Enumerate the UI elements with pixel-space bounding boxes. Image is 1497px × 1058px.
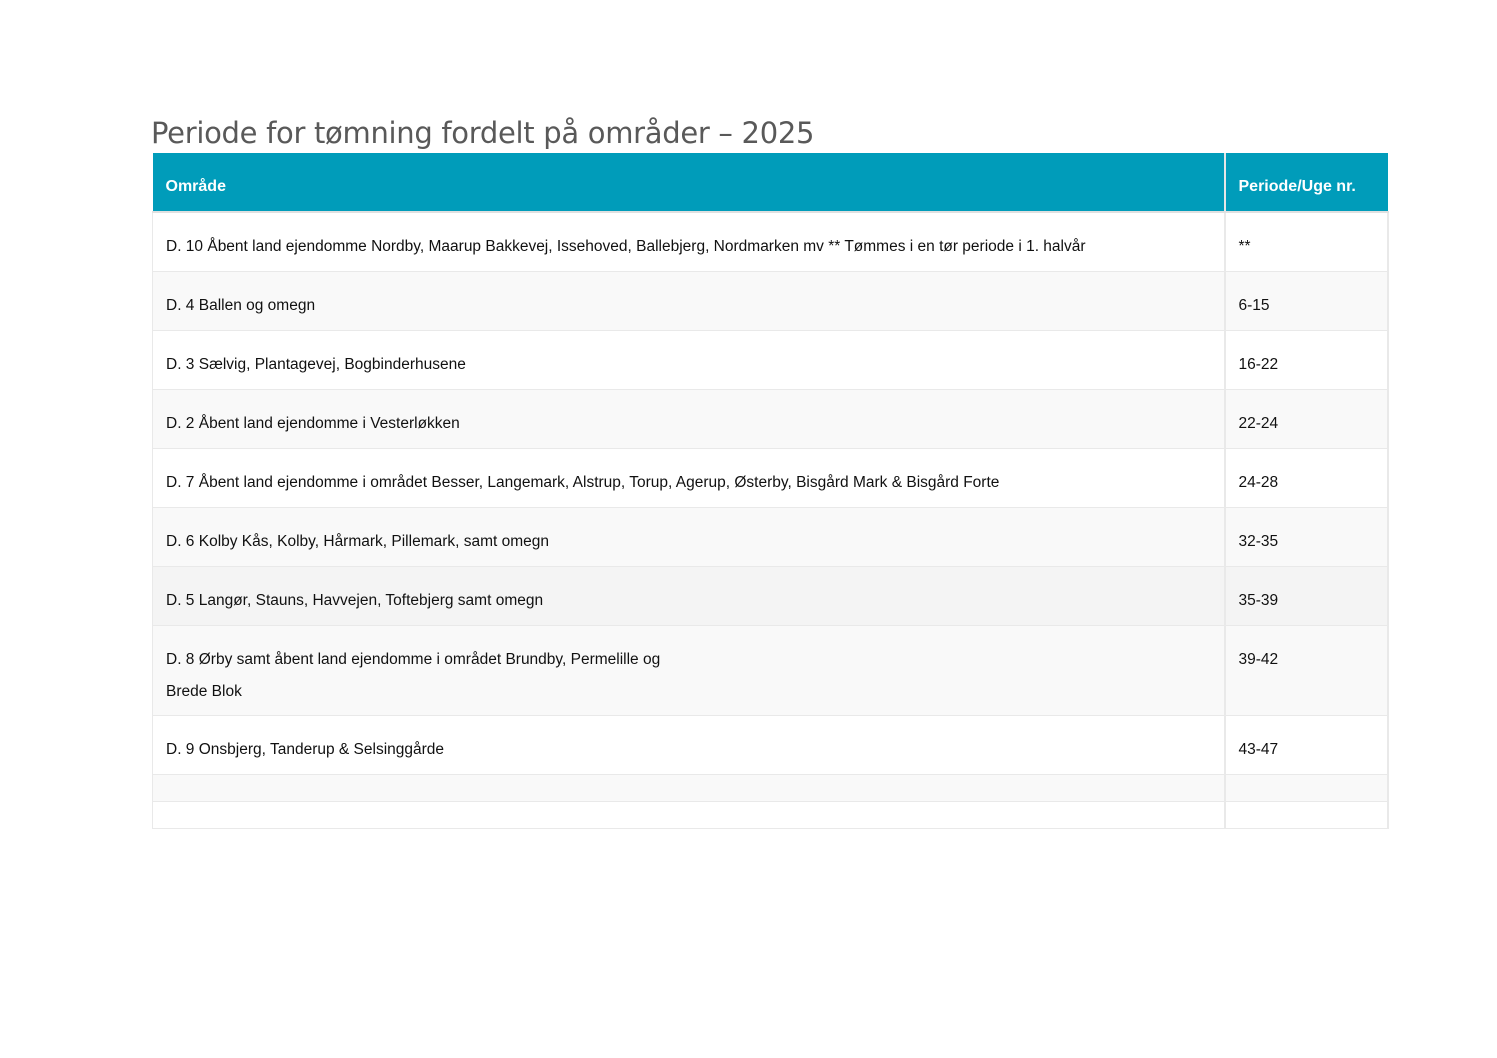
area-cell-line-2: Brede Blok [166, 682, 242, 700]
period-cell: 22-24 [1225, 389, 1388, 448]
period-cell: 35-39 [1225, 566, 1388, 625]
period-cell: 43-47 [1225, 715, 1388, 774]
period-cell: 39-42 [1225, 625, 1388, 715]
table-row [153, 212, 1388, 271]
table-row [153, 271, 1388, 330]
area-cell: D. 5 Langør, Stauns, Havvejen, Toftebjerg samt omegn [153, 566, 1225, 625]
area-cell: D. 9 Onsbjerg, Tanderup & Selsinggårde [153, 715, 1225, 774]
area-cell: D. 2 Åbent land ejendomme i Vesterløkken [153, 389, 1225, 448]
period-cell: ** [1225, 212, 1388, 271]
period-cell: 32-35 [1225, 507, 1388, 566]
empty-table-row [153, 774, 1388, 801]
area-cell: D. 10 Åbent land ejendomme Nordby, Maarup Bakkevej, Issehoved, Ballebjerg, Nordmarken mv ** Tømmes i en tør periode i 1. halvår [153, 212, 1225, 271]
table-row [153, 715, 1388, 774]
area-cell: D. 6 Kolby Kås, Kolby, Hårmark, Pillemark, samt omegn [153, 507, 1225, 566]
table-row [153, 625, 1388, 715]
area-cell: D. 3 Sælvig, Plantagevej, Bogbinderhusene [153, 330, 1225, 389]
header-area: Område [153, 153, 1225, 212]
empty-cell [1225, 774, 1388, 801]
area-cell [153, 625, 1225, 715]
header-row [153, 153, 1388, 212]
area-cell-line-1: D. 8 Ørby samt åbent land ejendomme i området Brundby, Permelille og [166, 650, 661, 668]
page-title: Periode for tømning fordelt på områder – 2025 [151, 116, 815, 150]
period-cell: 24-28 [1225, 448, 1388, 507]
area-cell: D. 4 Ballen og omegn [153, 271, 1225, 330]
empty-table-row [153, 801, 1388, 828]
empty-cell [153, 801, 1225, 828]
table-row [153, 566, 1388, 625]
area-cell: D. 7 Åbent land ejendomme i området Besser, Langemark, Alstrup, Torup, Agerup, Østerby, Bisgård Mark & Bisgård Forte [153, 448, 1225, 507]
empty-cell [1225, 801, 1388, 828]
empty-cell [153, 774, 1225, 801]
emptying-schedule-table [152, 153, 1389, 829]
table-body [153, 212, 1388, 828]
period-cell: 16-22 [1225, 330, 1388, 389]
table-row [153, 389, 1388, 448]
table-row [153, 507, 1388, 566]
period-cell: 6-15 [1225, 271, 1388, 330]
table-header [153, 153, 1388, 212]
table-row [153, 448, 1388, 507]
table-row [153, 330, 1388, 389]
header-period: Periode/Uge nr. [1225, 153, 1388, 212]
